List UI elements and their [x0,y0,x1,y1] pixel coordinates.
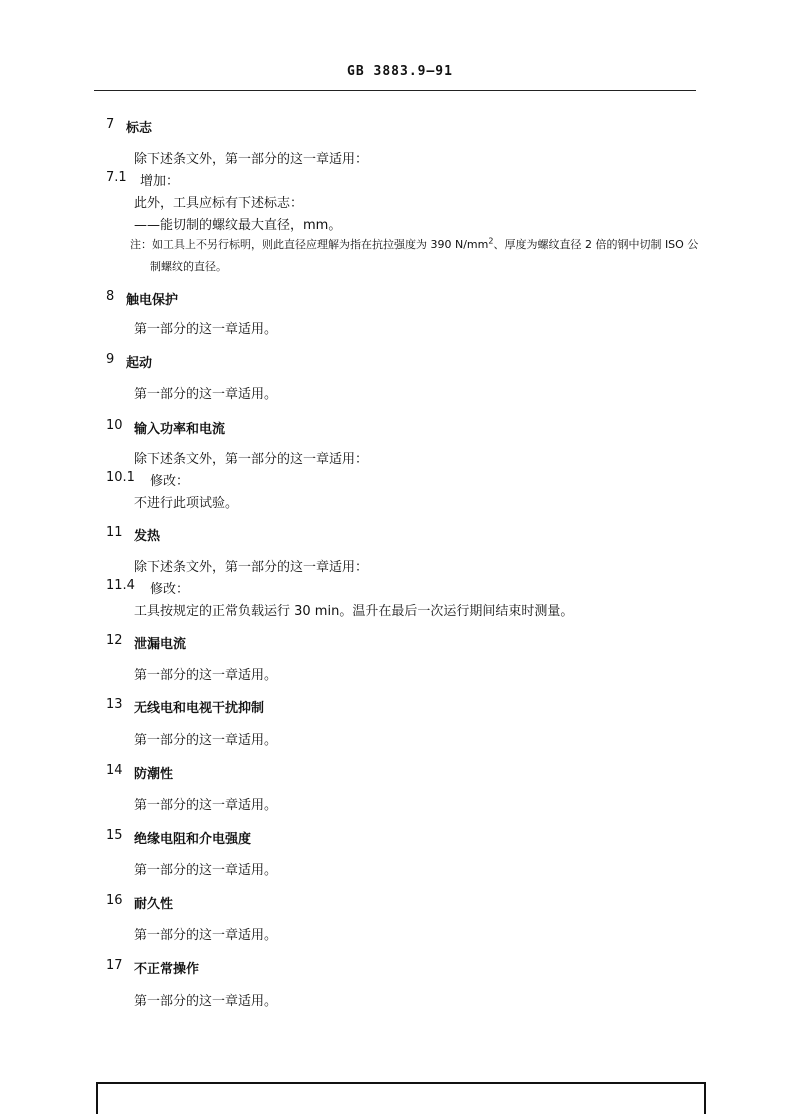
section-body: 第一部分的这一章适用。 [134,994,278,1009]
section-title: 发热 [134,529,161,544]
note-line: 注：如工具上不另行标明，则此直径应理解为指在抗拉强度为 390 N/mm [130,238,489,251]
subsection-label: 增加： [140,174,180,189]
subsection-number: 7.1 [106,170,127,185]
note-text [130,236,698,252]
section-number: 17 [106,958,123,973]
section-title: 泄漏电流 [134,637,187,652]
section-body: 第一部分的这一章适用。 [134,668,278,683]
subsection-label: 修改： [150,474,190,489]
note-line: 、厚度为螺纹直径 2 倍的钢中切制 ISO 公 [493,238,699,251]
section-title: 防潮性 [134,767,174,782]
subsection-body: 此外，工具应标有下述标志： [134,196,304,211]
section-number: 12 [106,633,123,648]
subsection-number: 11.4 [106,578,135,593]
subsection-body: ——能切制的螺纹最大直径，mm。 [134,218,342,233]
section-title: 不正常操作 [134,962,200,977]
section-body: 第一部分的这一章适用。 [134,322,278,337]
bottom-frame-border [96,1082,706,1114]
note-text: 制螺纹的直径。 [150,260,227,273]
section-body: 第一部分的这一章适用。 [134,863,278,878]
section-body: 第一部分的这一章适用。 [134,387,278,402]
section-number: 13 [106,697,123,712]
subsection-body: 工具按规定的正常负载运行 30 min。温升在最后一次运行期间结束时测量。 [134,604,574,619]
section-body: 第一部分的这一章适用。 [134,798,278,813]
section-number: 8 [106,289,115,304]
header-rule [94,90,696,91]
section-number: 9 [106,352,115,367]
section-title: 耐久性 [134,897,174,912]
section-body: 除下述条文外，第一部分的这一章适用： [134,152,369,167]
subsection-label: 修改： [150,582,190,597]
section-number: 7 [106,117,115,132]
section-number: 15 [106,828,123,843]
section-number: 16 [106,893,123,908]
section-number: 11 [106,525,123,540]
section-title: 无线电和电视干扰抑制 [134,701,265,716]
section-title: 绝缘电阻和介电强度 [134,832,252,847]
page-header-title: GB 3883.9—91 [347,64,453,79]
section-body: 除下述条文外，第一部分的这一章适用： [134,452,369,467]
section-title: 标志 [126,121,153,136]
section-number: 10 [106,418,123,433]
section-title: 输入功率和电流 [134,422,226,437]
section-body: 第一部分的这一章适用。 [134,733,278,748]
section-body: 除下述条文外，第一部分的这一章适用： [134,560,369,575]
section-title: 触电保护 [126,293,179,308]
section-body: 第一部分的这一章适用。 [134,928,278,943]
subsection-body: 不进行此项试验。 [134,496,239,511]
subsection-number: 10.1 [106,470,135,485]
note-superscript: 2 [488,236,494,246]
section-number: 14 [106,763,123,778]
section-title: 起动 [126,356,153,371]
